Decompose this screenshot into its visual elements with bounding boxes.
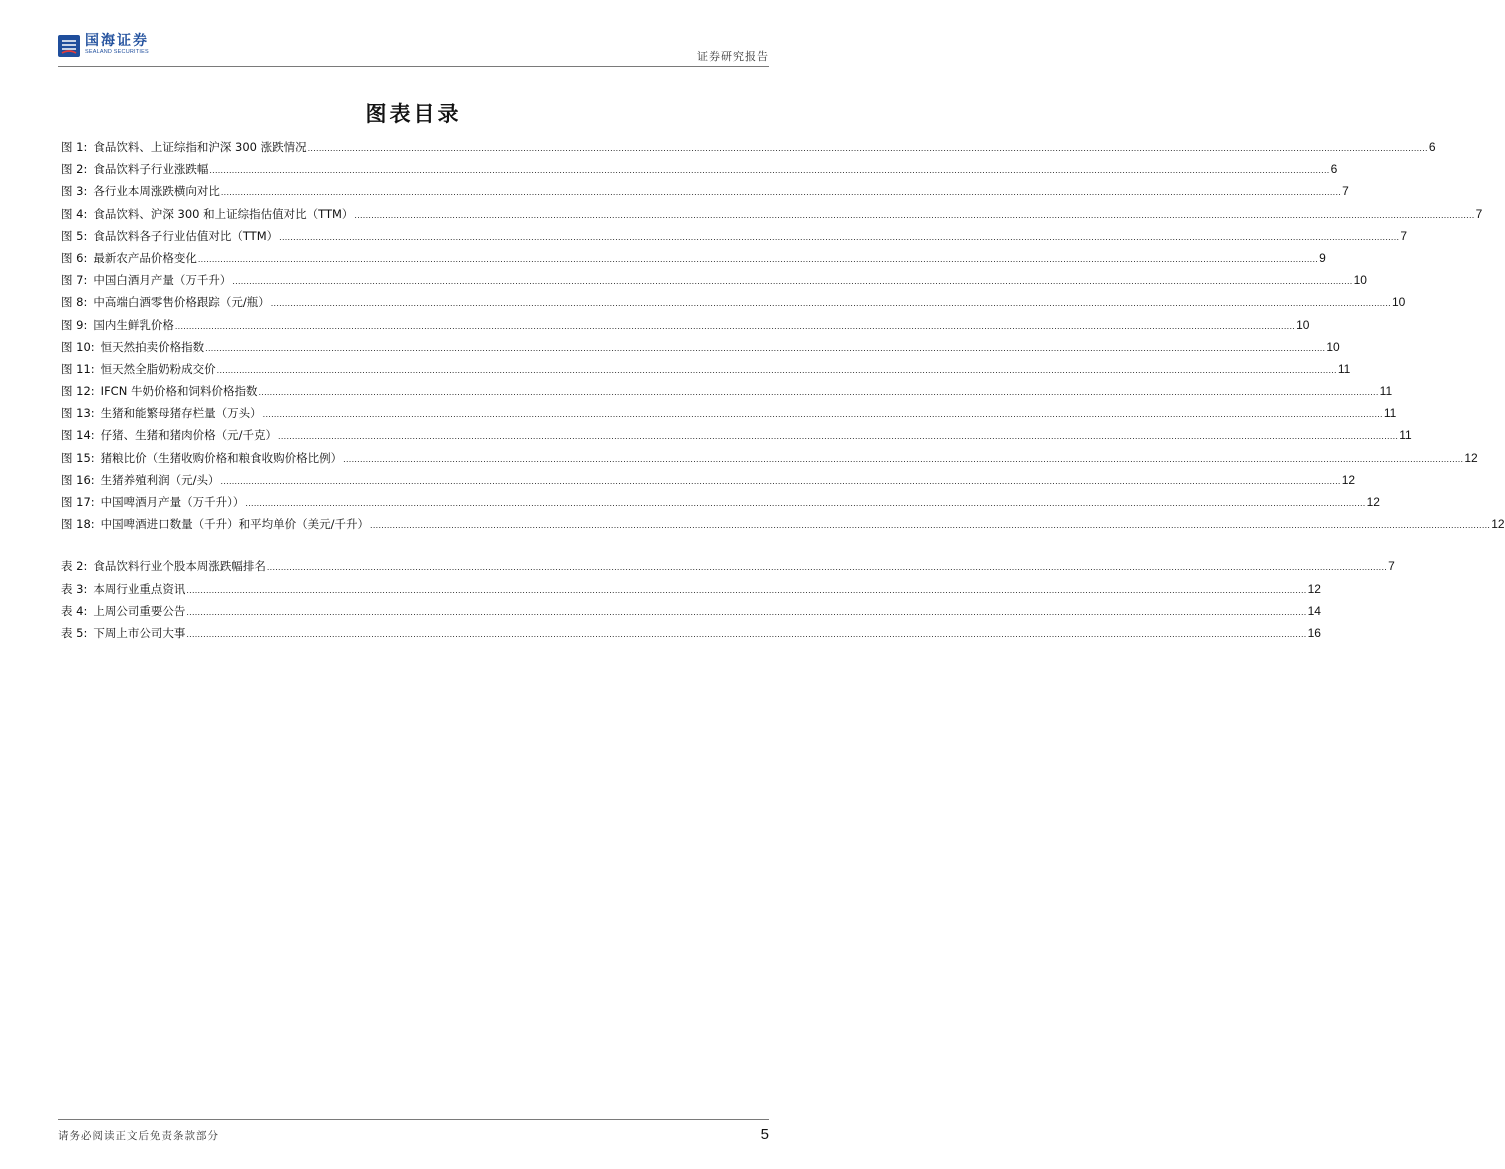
dot-leader: ................................................................................................................................................................................................................................................................................................................................................................................................................ <box>216 364 1337 375</box>
entry-number: 图 5: <box>61 228 88 243</box>
brand-logo <box>58 34 149 57</box>
entry-page-number: 16 <box>1307 625 1321 640</box>
dot-leader: ................................................................................................................................................................................................................................................................................................................................................................................................................ <box>197 253 1319 264</box>
entry-number: 表 2: <box>61 559 88 574</box>
toc-entry-figure[interactable] <box>61 491 1380 513</box>
entry-page-number: 12 <box>1341 472 1356 487</box>
dot-leader: ................................................................................................................................................................................................................................................................................................................................................................................................................ <box>220 475 1341 486</box>
page-number: 5 <box>760 1126 769 1143</box>
toc-entry-figure[interactable] <box>61 447 1478 469</box>
brand-name-cn: 国海证券 <box>85 33 149 49</box>
entry-number: 表 4: <box>61 603 88 618</box>
entry-title: 本周行业重点资讯 <box>93 581 186 596</box>
report-type-label: 证券研究报告 <box>697 50 769 63</box>
section-gap <box>61 535 766 555</box>
entry-number: 图 12: <box>61 384 95 399</box>
entry-title: 食品饮料行业个股本周涨跌幅排名 <box>93 559 266 574</box>
dot-leader: ................................................................................................................................................................................................................................................................................................................................................................................................................ <box>354 209 1475 220</box>
entry-page-number: 11 <box>1399 428 1412 443</box>
entry-title: 猪粮比价（生猪收购价格和粮食收购价格比例） <box>100 450 343 465</box>
dot-leader: ................................................................................................................................................................................................................................................................................................................................................................................................................ <box>186 584 1307 595</box>
dot-leader: ................................................................................................................................................................................................................................................................................................................................................................................................................ <box>205 342 1326 353</box>
dot-leader: ................................................................................................................................................................................................................................................................................................................................................................................................................ <box>279 231 1400 242</box>
entry-page-number: 10 <box>1326 339 1340 354</box>
toc-entry-figure[interactable] <box>61 513 1505 535</box>
entry-number: 图 16: <box>61 472 95 487</box>
dot-leader: ................................................................................................................................................................................................................................................................................................................................................................................................................ <box>186 628 1307 639</box>
entry-title: 上周公司重要公告 <box>93 603 186 618</box>
figures-list <box>61 136 1505 535</box>
entry-page-number: 10 <box>1391 295 1406 310</box>
entry-page-number: 12 <box>1307 581 1321 596</box>
entry-number: 图 13: <box>61 406 95 421</box>
dot-leader: ................................................................................................................................................................................................................................................................................................................................................................................................................ <box>270 298 1391 309</box>
toc-entry-figure[interactable] <box>61 358 1351 380</box>
toc-entry-figure[interactable] <box>61 291 1406 313</box>
disclaimer-text: 请务必阅读正文后免责条款部分 <box>58 1130 219 1142</box>
toc-entry-figure[interactable] <box>61 247 1326 269</box>
dot-leader: ................................................................................................................................................................................................................................................................................................................................................................................................................ <box>232 276 1353 287</box>
entry-number: 图 11: <box>61 361 95 376</box>
entry-number: 图 14: <box>61 428 95 443</box>
dot-leader: ................................................................................................................................................................................................................................................................................................................................................................................................................ <box>266 562 1388 573</box>
entry-page-number: 11 <box>1383 406 1397 421</box>
entry-page-number: 9 <box>1319 250 1326 265</box>
toc-entry-figure[interactable] <box>61 314 1310 336</box>
dot-leader: ................................................................................................................................................................................................................................................................................................................................................................................................................ <box>209 165 1330 176</box>
dot-leader: ................................................................................................................................................................................................................................................................................................................................................................................................................ <box>220 187 1342 198</box>
dot-leader: ................................................................................................................................................................................................................................................................................................................................................................................................................ <box>186 606 1307 617</box>
page-header <box>58 34 769 67</box>
entry-page-number: 12 <box>1464 450 1478 465</box>
tables-list <box>61 555 1395 644</box>
page-title: 图表目录 <box>365 102 462 126</box>
toc-entry-figure[interactable] <box>61 158 1338 180</box>
entry-page-number: 12 <box>1366 495 1380 509</box>
toc-entry-figure[interactable] <box>61 402 1397 424</box>
entry-title: 生猪养殖利润（元/头） <box>100 472 220 487</box>
entry-title: 食品饮料子行业涨跌幅 <box>93 162 209 177</box>
entry-page-number: 7 <box>1475 206 1483 221</box>
entry-page-number: 7 <box>1400 228 1408 243</box>
dot-leader: ................................................................................................................................................................................................................................................................................................................................................................................................................ <box>278 431 1399 442</box>
entry-page-number: 10 <box>1296 317 1310 332</box>
toc-entry-figure[interactable] <box>61 136 1436 158</box>
page-footer <box>58 1119 769 1143</box>
entry-title: 生猪和能繁母猪存栏量（万头） <box>100 406 262 421</box>
entry-title: 国内生鲜乳价格 <box>93 317 174 332</box>
dot-leader: ................................................................................................................................................................................................................................................................................................................................................................................................................ <box>370 520 1491 531</box>
toc-entry-figure[interactable] <box>61 424 1412 446</box>
entry-title: 中国啤酒进口数量（千升）和平均单价（美元/千升） <box>100 517 370 532</box>
entry-title: 食品饮料各子行业估值对比（TTM） <box>93 228 279 243</box>
entry-title: 恒天然全脂奶粉成交价 <box>100 361 216 376</box>
entry-number: 图 10: <box>61 339 95 354</box>
entry-number: 图 15: <box>61 450 95 465</box>
toc-entry-figure[interactable] <box>61 269 1367 291</box>
toc-entry-figure[interactable] <box>61 380 1393 402</box>
toc-entry-figure[interactable] <box>61 469 1356 491</box>
toc-entry-figure[interactable] <box>61 336 1340 358</box>
entry-title: 中高端白酒零售价格跟踪（元/瓶） <box>93 295 270 310</box>
toc-entry-table[interactable] <box>61 622 1321 644</box>
sealand-logo-icon <box>58 35 80 57</box>
entry-number: 图 2: <box>61 162 88 177</box>
entry-title: 食品饮料、沪深 300 和上证综指估值对比（TTM） <box>93 206 354 221</box>
entry-page-number: 11 <box>1337 361 1351 376</box>
entry-page-number: 14 <box>1307 603 1321 618</box>
entry-page-number: 10 <box>1353 273 1367 288</box>
entry-number: 图 18: <box>61 517 95 532</box>
entry-title: 中国白酒月产量（万千升） <box>93 273 232 288</box>
entry-number: 图 8: <box>61 295 88 310</box>
brand-name-en: SEALAND SECURITIES <box>85 49 149 55</box>
entry-number: 图 9: <box>61 317 88 332</box>
entry-number: 表 5: <box>61 625 88 640</box>
dot-leader: ................................................................................................................................................................................................................................................................................................................................................................................................................ <box>174 320 1296 331</box>
dot-leader: ................................................................................................................................................................................................................................................................................................................................................................................................................ <box>245 498 1366 508</box>
entry-title: 食品饮料、上证综指和沪深 300 涨跌情况 <box>93 140 307 154</box>
entry-title: IFCN 牛奶价格和饲料价格指数 <box>100 384 258 399</box>
dot-leader: ................................................................................................................................................................................................................................................................................................................................................................................................................ <box>258 387 1379 398</box>
entry-number: 图 7: <box>61 273 88 288</box>
entry-page-number: 7 <box>1342 184 1349 199</box>
toc-entry-table[interactable] <box>61 578 1321 600</box>
entry-number: 图 6: <box>61 250 88 265</box>
toc-entry-figure[interactable] <box>61 225 1408 247</box>
entry-title: 下周上市公司大事 <box>93 625 186 640</box>
entry-number: 图 4: <box>61 206 88 221</box>
entry-title: 各行业本周涨跌横向对比 <box>93 184 220 199</box>
entry-number: 图 3: <box>61 184 88 199</box>
entry-page-number: 7 <box>1388 559 1395 574</box>
dot-leader: ................................................................................................................................................................................................................................................................................................................................................................................................................ <box>343 453 1464 464</box>
entry-number: 图 17: <box>61 495 95 509</box>
entry-page-number: 12 <box>1491 517 1505 532</box>
toc-entry-table[interactable] <box>61 600 1321 622</box>
dot-leader: ................................................................................................................................................................................................................................................................................................................................................................................................................ <box>307 143 1428 153</box>
entry-page-number: 6 <box>1330 162 1338 177</box>
dot-leader: ................................................................................................................................................................................................................................................................................................................................................................................................................ <box>262 409 1383 420</box>
entry-title: 中国啤酒月产量（万千升）） <box>100 495 245 509</box>
toc-entry-figure[interactable] <box>61 203 1483 225</box>
entry-page-number: 6 <box>1428 140 1436 154</box>
entry-title: 恒天然拍卖价格指数 <box>100 339 205 354</box>
entry-number: 表 3: <box>61 581 88 596</box>
entry-page-number: 11 <box>1379 384 1393 399</box>
toc-entry-figure[interactable] <box>61 180 1349 202</box>
toc-entry-table[interactable] <box>61 555 1395 577</box>
entry-number: 图 1: <box>61 140 88 154</box>
entry-title: 仔猪、生猪和猪肉价格（元/千克） <box>100 428 278 443</box>
entry-title: 最新农产品价格变化 <box>93 250 197 265</box>
table-of-figures <box>61 136 1505 644</box>
